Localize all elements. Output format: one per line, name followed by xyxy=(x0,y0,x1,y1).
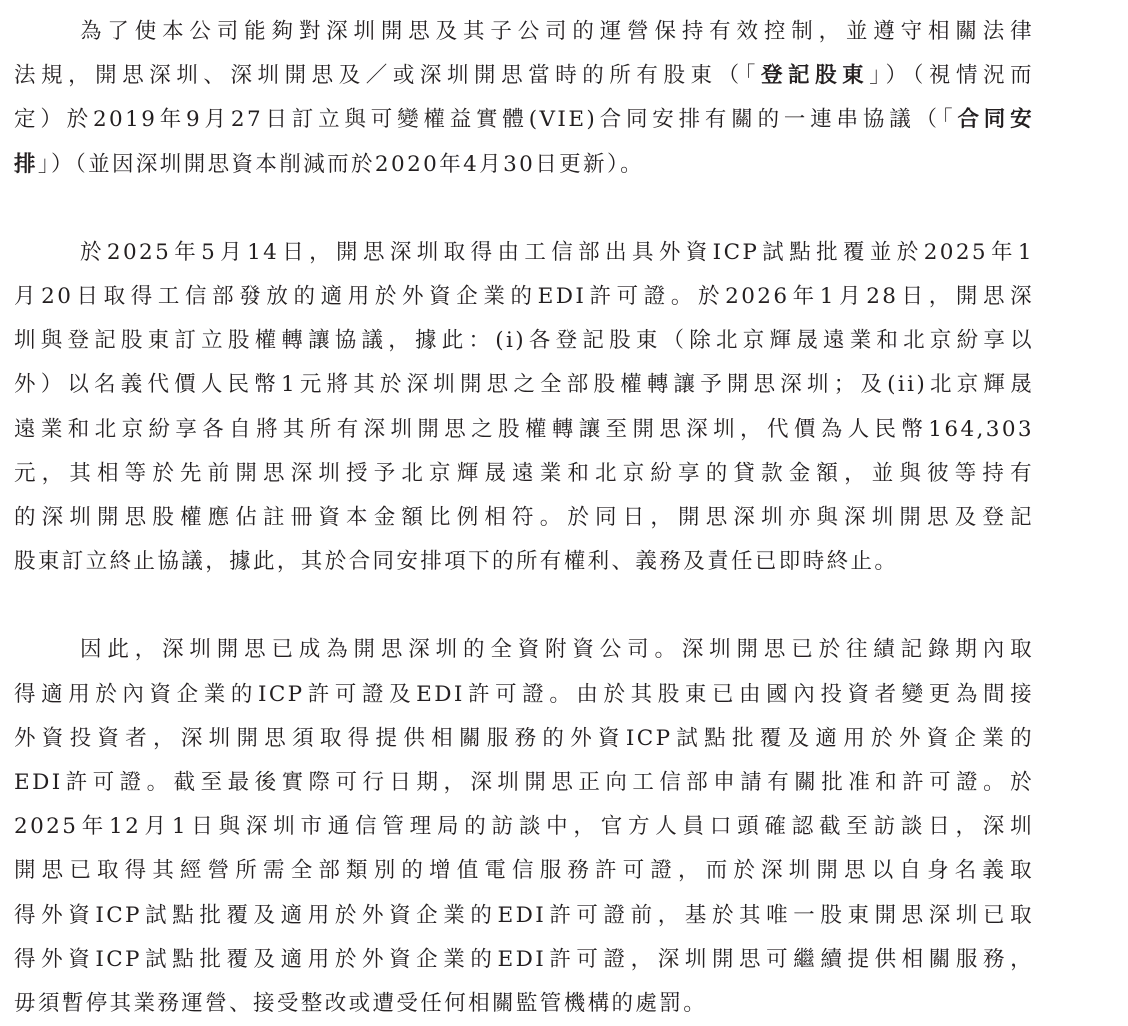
text-line xyxy=(14,805,1034,849)
text-run: 毋須暫停其業務運營、接受整改或遭受任何相關監管機構的處罰。 xyxy=(14,991,708,1017)
text-line xyxy=(14,761,1034,805)
text-run: 得外資ICP試點批覆及適用於外資企業的EDI許可證前，基於其唯一股東開思深圳已取 xyxy=(14,902,1034,928)
text-line xyxy=(14,496,1034,540)
text-run: 法規，開思深圳、深圳開思及／或深圳開思當時的所有股東（「 xyxy=(14,63,761,89)
text-run: 遠業和北京紛享各自將其所有深圳開思之股權轉讓至開思深圳，代價為人民幣164,303 xyxy=(14,416,1034,442)
text-run: 元，其相等於先前開思深圳授予北京輝晟遠業和北京紛享的貸款金額，並與彼等持有 xyxy=(14,460,1034,486)
text-line xyxy=(14,319,1034,363)
text-run: 外）以名義代價人民幣1元將其於深圳開思之全部股權轉讓予開思深圳；及(ii)北京輝晟 xyxy=(14,372,1034,398)
text-run: 外資投資者，深圳開思須取得提供相關服務的外資ICP試點批覆及適用於外資企業的 xyxy=(14,725,1034,751)
text-run: 月20日取得工信部發放的適用於外資企業的EDI許可證。於2026年1月28日，開思深 xyxy=(14,284,1034,310)
text-line xyxy=(14,628,1034,672)
text-line xyxy=(14,10,1034,54)
text-line xyxy=(14,540,1034,584)
text-line xyxy=(14,143,1034,187)
text-line xyxy=(14,452,1034,496)
text-line xyxy=(14,98,1034,142)
paragraph-3 xyxy=(14,628,1034,1026)
text-line xyxy=(14,673,1034,717)
text-run: 開思已取得其經營所需全部類別的增值電信服務許可證，而於深圳開思以自身名義取 xyxy=(14,858,1034,884)
text-run: 的深圳開思股權應佔註冊資本金額比例相符。於同日，開思深圳亦與深圳開思及登記 xyxy=(14,505,1034,531)
text-line xyxy=(14,275,1034,319)
text-line xyxy=(14,363,1034,407)
text-run: 定）於2019年9月27日訂立與可變權益實體(VIE)合同安排有關的一連串協議（「 xyxy=(14,107,958,133)
text-line xyxy=(14,849,1034,893)
text-line xyxy=(14,408,1034,452)
text-run: 股東訂立終止協議，據此，其於合同安排項下的所有權利、義務及責任已即時終止。 xyxy=(14,549,899,575)
text-run: 為了使本公司能夠對深圳開思及其子公司的運營保持有效控制，並遵守相關法律 xyxy=(80,19,1034,44)
text-line xyxy=(14,938,1034,982)
defined-term: 合同安 xyxy=(957,107,1034,133)
defined-term: 排 xyxy=(14,151,38,177)
text-run: 得外資ICP試點批覆及適用於外資企業的EDI許可證，深圳開思可繼續提供相關服務， xyxy=(14,946,1034,972)
text-run: EDI許可證。截至最後實際可行日期，深圳開思正向工信部申請有關批准和許可證。於 xyxy=(14,770,1034,796)
text-run: 因此，深圳開思已成為開思深圳的全資附資公司。深圳開思已於往績記錄期內取 xyxy=(80,637,1034,663)
text-run: 於2025年5月14日，開思深圳取得由工信部出具外資ICP試點批覆並於2025年1 xyxy=(80,239,1034,265)
text-line xyxy=(14,982,1034,1026)
paragraph-2 xyxy=(14,231,1034,585)
text-line xyxy=(14,231,1034,275)
text-line xyxy=(14,717,1034,761)
text-run: 」）（視情況而 xyxy=(869,63,1034,89)
text-line xyxy=(14,54,1034,98)
paragraph-1 xyxy=(14,10,1034,187)
text-run: 」）（並因深圳開思資本削減而於2020年4月30日更新）。 xyxy=(37,151,645,177)
text-run: 圳與登記股東訂立股權轉讓協議，據此：(i)各登記股東（除北京輝晟遠業和北京紛享以 xyxy=(14,328,1034,354)
text-run: 得適用於內資企業的ICP許可證及EDI許可證。由於其股東已由國內投資者變更為間接 xyxy=(14,681,1034,707)
defined-term: 登記股東 xyxy=(760,63,870,89)
document-page xyxy=(14,10,1034,1026)
text-run: 2025年12月1日與深圳市通信管理局的訪談中，官方人員口頭確認截至訪談日，深圳 xyxy=(14,814,1034,840)
text-line xyxy=(14,894,1034,938)
